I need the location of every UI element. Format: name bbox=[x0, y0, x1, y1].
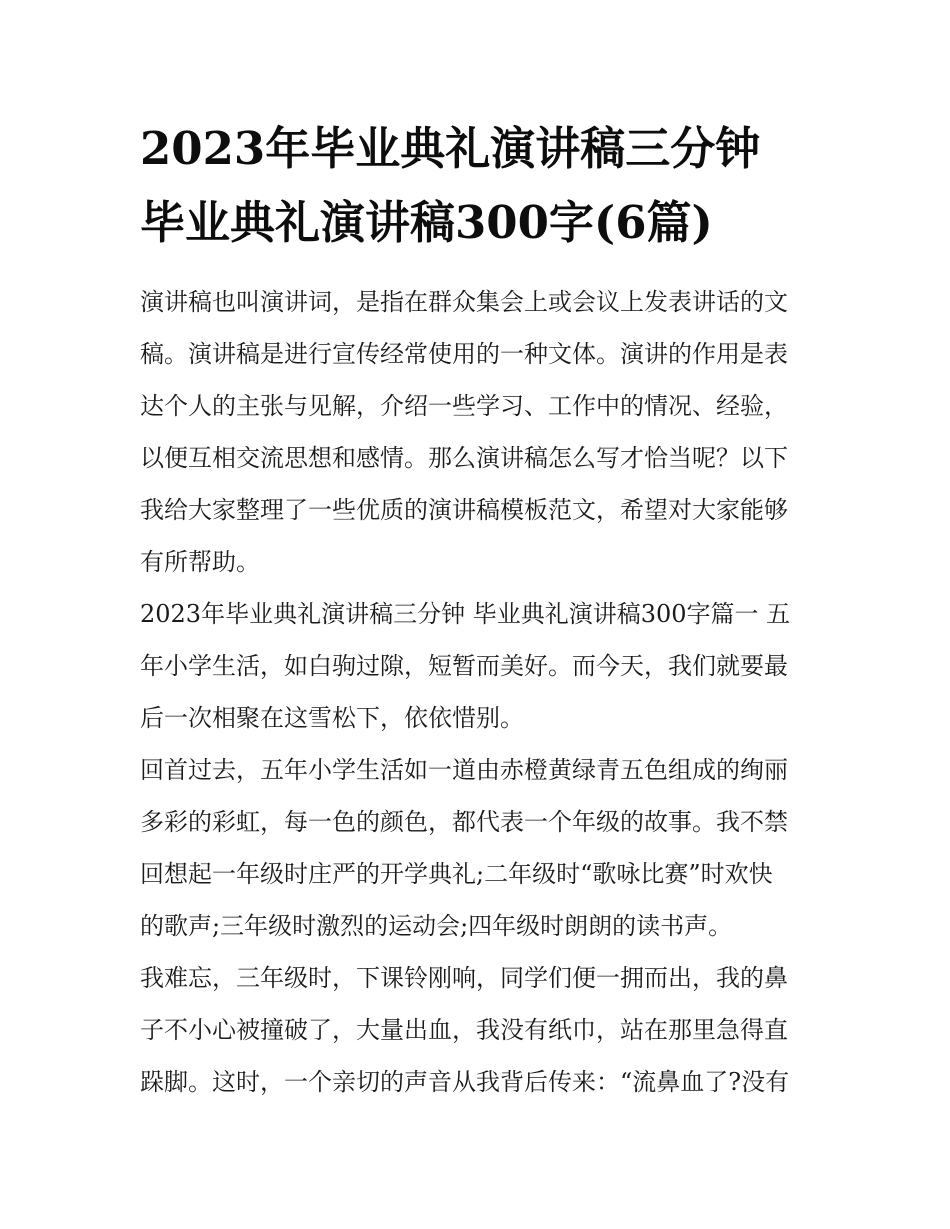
document-title bbox=[140, 112, 830, 260]
text-line: 我给大家整理了一些优质的演讲稿模板范文，希望对大家能够 bbox=[140, 496, 788, 524]
text-line: 子不小心被撞破了，大量出血，我没有纸巾，站在那里急得直 bbox=[140, 1016, 788, 1044]
text-line: 回首过去，五年小学生活如一道由赤橙黄绿青五色组成的绚丽 bbox=[140, 756, 788, 784]
text-line: 跺脚。这时，一个亲切的声音从我背后传来：“流鼻血了?没有 bbox=[140, 1068, 790, 1096]
paragraph-section-one bbox=[140, 588, 820, 744]
text-line: 回想起一年级时庄严的开学典礼;二年级时“歌咏比赛”时欢快 bbox=[140, 860, 773, 888]
document-body bbox=[140, 276, 820, 1108]
text-line: 有所帮助。 bbox=[140, 548, 260, 576]
text-line: 达个人的主张与见解，介绍一些学习、工作中的情况、经验， bbox=[140, 392, 788, 420]
text-line: 演讲稿也叫演讲词，是指在群众集会上或会议上发表讲话的文 bbox=[140, 288, 788, 316]
text-line: 以便互相交流思想和感情。那么演讲稿怎么写才恰当呢？以下 bbox=[140, 444, 788, 472]
paragraph-looking-back bbox=[140, 744, 820, 952]
title-line: 毕业典礼演讲稿300字(6篇) bbox=[140, 196, 713, 249]
text-line: 年小学生活，如白驹过隙，短暂而美好。而今天，我们就要最 bbox=[140, 652, 788, 680]
text-line: 我难忘，三年级时，下课铃刚响，同学们便一拥而出，我的鼻 bbox=[140, 964, 788, 992]
title-line: 2023年毕业典礼演讲稿三分钟 bbox=[140, 122, 761, 175]
text-line: 2023年毕业典礼演讲稿三分钟 毕业典礼演讲稿300字篇一 五 bbox=[140, 600, 791, 628]
paragraph-intro bbox=[140, 276, 820, 588]
text-line: 稿。演讲稿是进行宣传经常使用的一种文体。演讲的作用是表 bbox=[140, 340, 788, 368]
text-line: 的歌声;三年级时激烈的运动会;四年级时朗朗的读书声。 bbox=[140, 912, 733, 940]
paragraph-memory bbox=[140, 952, 820, 1108]
text-line: 后一次相聚在这雪松下，依依惜别。 bbox=[140, 704, 524, 732]
text-line: 多彩的彩虹，每一色的颜色，都代表一个年级的故事。我不禁 bbox=[140, 808, 788, 836]
